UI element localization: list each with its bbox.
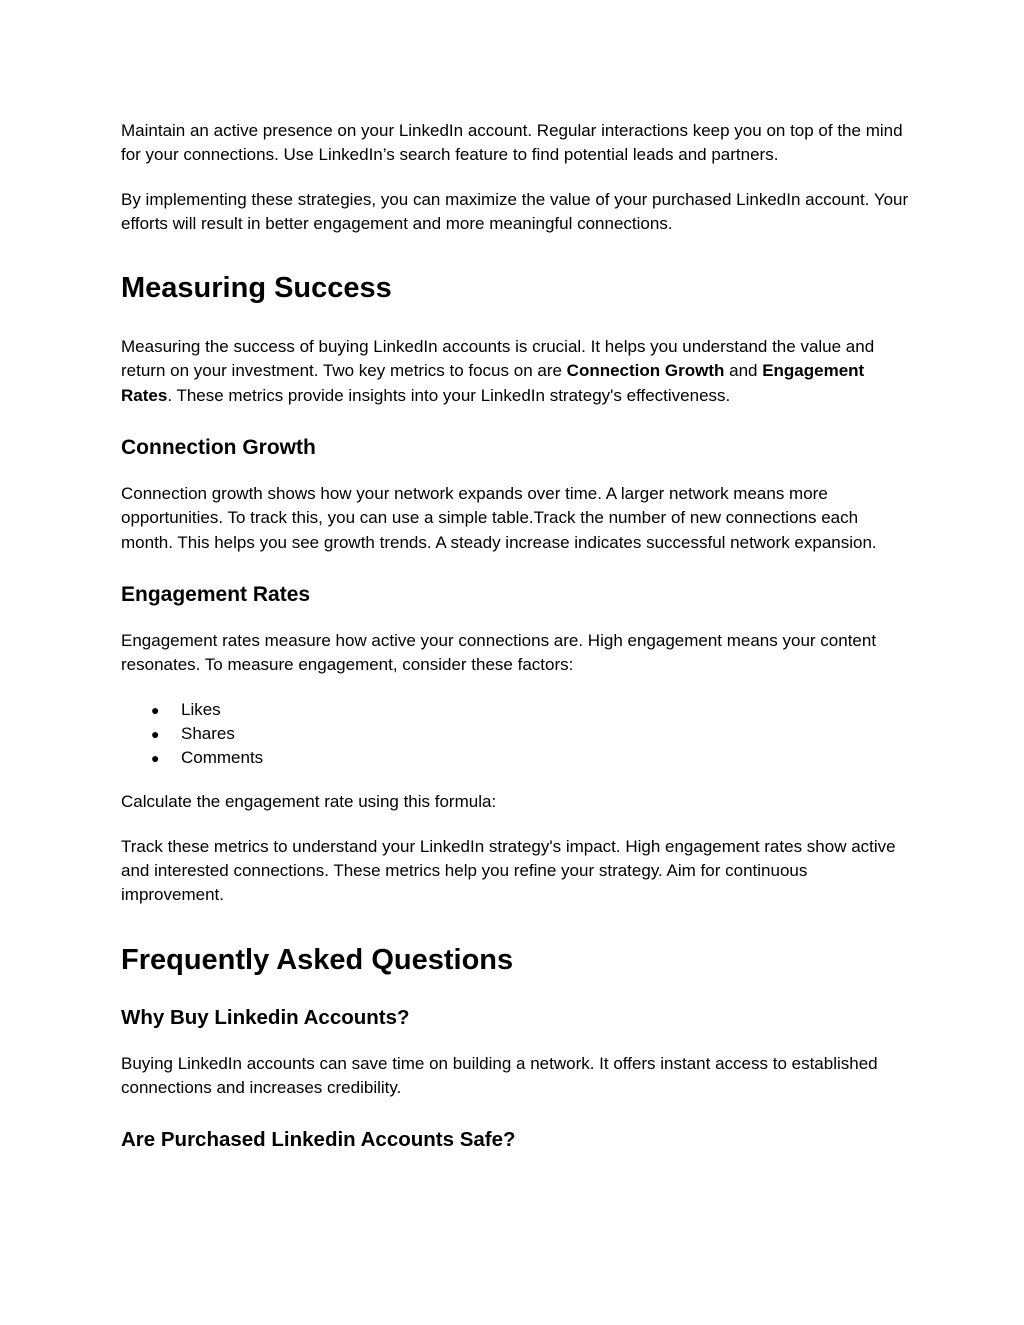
list-item <box>121 722 911 746</box>
heading-measuring-success: Measuring Success <box>121 272 392 305</box>
bullet-icon: ● <box>151 750 160 767</box>
document-page <box>121 119 911 1153</box>
paragraph-connection-growth: Connection growth shows how your network expands over time. A larger network means more opportunities. To track this, you can use a simple table.Track the number of new connections each month. This helps you see growth trends. A steady increase indicates successful network expansion. <box>121 484 877 552</box>
heading-why-buy: Why Buy Linkedin Accounts? <box>121 1005 410 1029</box>
paragraph-engagement-rates: Engagement rates measure how active your connections are. High engagement means your content resonates. To measure engagement, consider these factors: <box>121 630 877 675</box>
heading-connection-growth: Connection Growth <box>121 436 316 460</box>
bullet-icon: ● <box>151 725 160 742</box>
bullet-icon: ● <box>151 701 160 718</box>
list-item-label: Likes <box>181 699 221 719</box>
text-run: Measuring the success of buying LinkedIn accounts is crucial. It helps you understand the value and return on your investment. Two key metrics to focus on are <box>121 337 875 381</box>
heading-engagement-rates: Engagement Rates <box>121 582 311 606</box>
list-item <box>121 698 911 722</box>
list-item-label: Shares <box>181 723 235 743</box>
paragraph-implementing-strategies: By implementing these strategies, you can maximize the value of your purchased LinkedIn account. Your efforts will result in better engagement and more meaningful connections. <box>121 189 909 233</box>
paragraph-formula: Calculate the engagement rate using this formula: <box>121 792 497 812</box>
paragraph-why-buy-answer: Buying LinkedIn accounts can save time on building a network. It offers instant access to established connections and increases credibility. <box>121 1053 878 1097</box>
text-run: and <box>724 361 763 381</box>
list-item-label: Comments <box>181 748 264 768</box>
engagement-factors-list <box>121 698 911 771</box>
paragraph-track-metrics: Track these metrics to understand your LinkedIn strategy's impact. High engagement rates show active and interested connections. These metrics help you refine your strategy. Aim for continuous improvement. <box>121 836 896 905</box>
paragraph-measuring-intro <box>121 335 911 408</box>
paragraph-active-presence: Maintain an active presence on your LinkedIn account. Regular interactions keep you on top of the mind for your connections. Use LinkedIn’s search feature to find potential leads and partners. <box>121 121 903 165</box>
list-item <box>121 746 911 770</box>
bold-connection-growth: Connection Growth <box>566 361 725 381</box>
bold-engagement-rates: Engagement Rates <box>121 361 865 405</box>
heading-are-safe: Are Purchased Linkedin Accounts Safe? <box>121 1128 516 1152</box>
text-run: . These metrics provide insights into your LinkedIn strategy's effectiveness. <box>167 385 731 405</box>
heading-faq: Frequently Asked Questions <box>121 943 514 976</box>
